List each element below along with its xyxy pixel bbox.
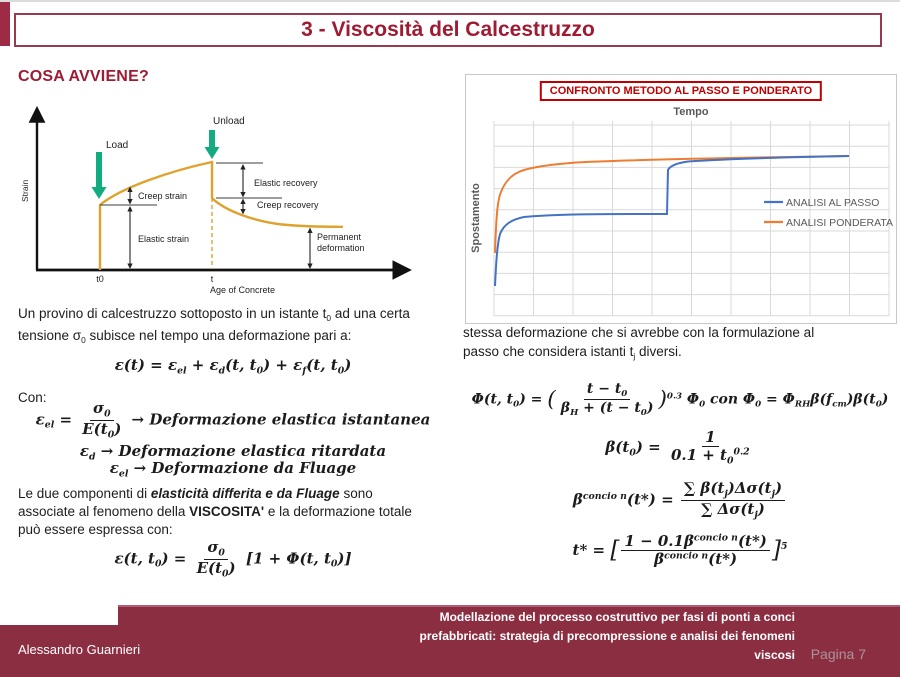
formula-segment: Le due componenti di: [18, 486, 151, 501]
formula-segment: ): [646, 400, 654, 417]
formula-segment: 0: [330, 558, 338, 570]
formula-segment: tensione σ: [18, 328, 82, 344]
formula-segment: ): [757, 499, 765, 518]
formula-segment: = Φ: [761, 391, 795, 408]
formula-eps-viscosity: [18, 539, 448, 580]
formula-segment: [621, 533, 770, 569]
formula-segment: β: [572, 490, 583, 509]
formula-segment: 1: [705, 428, 716, 446]
formula-segment: concio n: [582, 490, 627, 502]
formula-segment: ): [228, 558, 236, 577]
formula-segment: (t*): [708, 550, 738, 569]
formula-segment: 0: [222, 568, 229, 580]
top-left-accent-bar: [0, 2, 10, 46]
formula-segment: [79, 400, 124, 441]
formula-segment: ) + ε: [263, 356, 303, 374]
formula-segment: j: [633, 350, 636, 361]
formula-segment: 0: [154, 558, 162, 570]
footer-title-line: viscosi: [754, 648, 795, 662]
formula-segment: j: [754, 509, 758, 521]
formula-segment: β(t: [605, 438, 630, 457]
formula-segment: Un provino di calcestruzzo sottoposto in un istante t: [18, 306, 327, 321]
formula-beta-t0: [463, 429, 897, 467]
formula-segment: 0: [621, 389, 628, 400]
formula-segment: RH: [794, 399, 811, 410]
formula-segment: 0: [218, 547, 225, 559]
formula-segment: ) =: [519, 391, 548, 408]
formula-segment: 0: [875, 399, 882, 410]
formula-segment: j: [771, 488, 775, 500]
formula-segment: ε(t) = ε: [114, 356, 178, 374]
formula-segment: stessa deformazione che si avrebbe con la formulazione al: [463, 325, 815, 340]
formula-segment: ∑ Δσ(t: [701, 499, 755, 518]
formula-segment: → Deformazione elastica ritardata: [95, 442, 387, 460]
formula-segment: [558, 381, 657, 418]
formula-segment: concio n: [693, 532, 738, 544]
creep-recovery-label: Creep recovery: [257, 200, 319, 210]
formula-segment: sono: [339, 486, 373, 501]
formula-segment: β: [560, 400, 571, 417]
formula-segment: el: [177, 365, 187, 377]
formula-segment: t* =: [572, 540, 611, 559]
formula-segment: el: [44, 419, 55, 431]
formula-segment: f: [302, 365, 307, 377]
footer-thesis-title: [195, 608, 795, 665]
formula-segment: Φ: [682, 391, 700, 408]
formula-segment: → Deformazione elastica istantanea: [126, 410, 431, 429]
formula-segment: d: [89, 451, 96, 463]
t-tick-label: t: [210, 274, 214, 284]
formula-segment: 0: [726, 455, 734, 467]
comparison-chart-plot: [466, 75, 896, 323]
slide-title-box: [14, 13, 882, 47]
formula-segment: concio n: [664, 550, 709, 562]
text-line: [18, 521, 468, 539]
formula-segment: ): [658, 387, 667, 413]
formula-segment: 0: [640, 408, 647, 419]
formula-eps-el: [18, 400, 448, 441]
formula-segment: 0: [256, 365, 264, 377]
formula-segment: (t, t: [306, 356, 338, 374]
comparison-chart: [465, 74, 897, 324]
formula-segment: )β(t: [846, 391, 876, 408]
chart-y-title: Spostamento: [470, 183, 482, 253]
formula-eps-total: [18, 356, 448, 376]
formula-segment: ε: [109, 459, 119, 477]
age-axis-label: Age of Concrete: [210, 285, 276, 295]
formula-segment: σ: [93, 399, 105, 417]
formula-segment: el: [118, 468, 129, 480]
formula-segment: ): [114, 419, 122, 438]
load-label: Load: [106, 140, 129, 151]
chart-x-title: Tempo: [673, 106, 709, 118]
unload-arrow: [205, 130, 220, 159]
formula-segment: cm: [832, 399, 847, 410]
formula-segment: σ: [207, 538, 219, 556]
legend-label-ponderata: ANALISI PONDERATA: [786, 217, 893, 229]
formula-segment: [681, 480, 785, 521]
formula-segment: =: [54, 410, 78, 429]
formula-segment: 0: [513, 399, 520, 410]
creep-strain-label: Creep strain: [138, 191, 188, 201]
formula-segment: ε: [35, 410, 45, 429]
elastic-strain-label: Elastic strain: [138, 234, 190, 244]
formula-segment: ad una certa: [331, 306, 410, 321]
formula-segment: ε(t, t: [114, 549, 155, 568]
formula-segment: elasticità differita e da Fluage: [150, 486, 340, 501]
formula-segment: → Deformazione da Fluage: [128, 459, 357, 477]
formula-phi: [463, 381, 897, 418]
formula-segment: associate al fenomeno della: [18, 504, 190, 519]
left-paragraph-1: [18, 305, 463, 350]
text-line: [18, 503, 468, 521]
formula-segment: [1 + Φ(t, t: [240, 549, 331, 568]
formula-segment: [668, 429, 753, 467]
left-paragraph-2: [18, 485, 468, 539]
text-line: [18, 305, 463, 327]
formula-segment: 0: [107, 429, 115, 441]
formula-eps-f: [18, 459, 448, 479]
formula-segment: + (t − t: [578, 400, 641, 417]
formula-segment: j: [724, 488, 728, 500]
formula-segment: + ε: [186, 356, 219, 374]
formula-segment: β: [654, 550, 665, 569]
load-arrow: [92, 152, 107, 199]
formula-segment: 0.1 + t: [670, 446, 727, 465]
formula-segment: ): [881, 391, 889, 408]
text-line: [18, 327, 463, 349]
formula-segment: 0: [81, 335, 86, 346]
formula-segment: 0: [326, 312, 332, 323]
formula-segment: ∑ β(t: [683, 479, 725, 497]
formula-segment: d: [218, 365, 226, 377]
right-paragraph: [463, 324, 899, 365]
formula-segment: 0: [629, 447, 636, 459]
formula-segment: 0: [699, 399, 706, 410]
formula-segment: E(t: [196, 558, 223, 577]
formula-segment: (t*) =: [626, 490, 679, 509]
formula-segment: 0: [104, 408, 111, 420]
footer-title-line: Modellazione del processo costruttivo per fasi di ponti a conci: [439, 610, 795, 624]
strain-axis-label: Strain: [20, 179, 30, 202]
formula-t-star: [463, 533, 897, 569]
formula-segment: ) =: [161, 549, 192, 568]
formula-segment: [194, 539, 239, 580]
permanent-deformation-label-2: deformation: [317, 243, 365, 253]
formula-segment: ): [774, 479, 783, 497]
elastic-recovery-label: Elastic recovery: [254, 178, 318, 188]
permanent-deformation-label-1: Permanent: [317, 232, 362, 242]
text-line: [463, 324, 899, 343]
formula-beta-concio: [463, 480, 897, 521]
legend-label-al-passo: ANALISI AL PASSO: [786, 197, 880, 209]
formula-segment: (t*): [737, 532, 767, 550]
formula-segment: passo che considera istanti t: [463, 343, 634, 359]
footer-author: Alessandro Guarnieri: [18, 642, 141, 657]
formula-segment: e la deformazione totale: [264, 504, 412, 519]
formula-segment: ]: [771, 536, 781, 564]
con-label: Con:: [18, 390, 47, 405]
formula-segment: [: [610, 536, 620, 564]
formula-segment: β(f: [810, 391, 833, 408]
chart-title: CONFRONTO METODO AL PASSO E PONDERATO: [540, 81, 822, 101]
creep-strain-diagram: [20, 97, 420, 297]
formula-segment: )Δσ(t: [727, 479, 772, 497]
formula-segment: 0: [755, 399, 762, 410]
formula-segment: H: [570, 408, 579, 419]
formula-segment: 0: [337, 365, 345, 377]
formula-segment: ): [344, 356, 352, 374]
formula-segment: 0.3: [666, 391, 683, 402]
formula-segment: 0.2: [733, 446, 750, 458]
formula-segment: ) =: [635, 438, 666, 457]
text-line: [463, 343, 899, 365]
formula-segment: diversi.: [635, 343, 682, 359]
formula-segment: VISCOSITA': [189, 504, 265, 519]
unload-label: Unload: [213, 116, 245, 127]
formula-segment: può essere espressa con:: [18, 522, 173, 537]
formula-segment: 1 − 0.1β: [624, 532, 694, 550]
slide-title: 3 - Viscosità del Calcestruzzo: [301, 18, 595, 41]
formula-segment: t − t: [586, 381, 622, 397]
footer-title-line: prefabbricati: strategia di precompressione e analisi dei fenomeni: [419, 629, 795, 643]
section-heading: COSA AVVIENE?: [18, 68, 149, 85]
formula-segment: (: [547, 387, 556, 413]
formula-segment: ε: [79, 442, 90, 460]
formula-segment: )]: [337, 549, 352, 568]
formula-segment: E(t: [82, 419, 108, 438]
text-line: [18, 485, 468, 503]
page-number: Pagina 7: [810, 646, 866, 662]
formula-segment: subisce nel tempo una deformazione pari a:: [85, 328, 352, 344]
formula-segment: (t, t: [225, 356, 257, 374]
formula-segment: 5: [780, 541, 788, 553]
formula-segment: con Φ: [705, 391, 756, 408]
formula-segment: Φ(t, t: [471, 391, 514, 408]
t0-tick-label: t0: [96, 274, 104, 284]
